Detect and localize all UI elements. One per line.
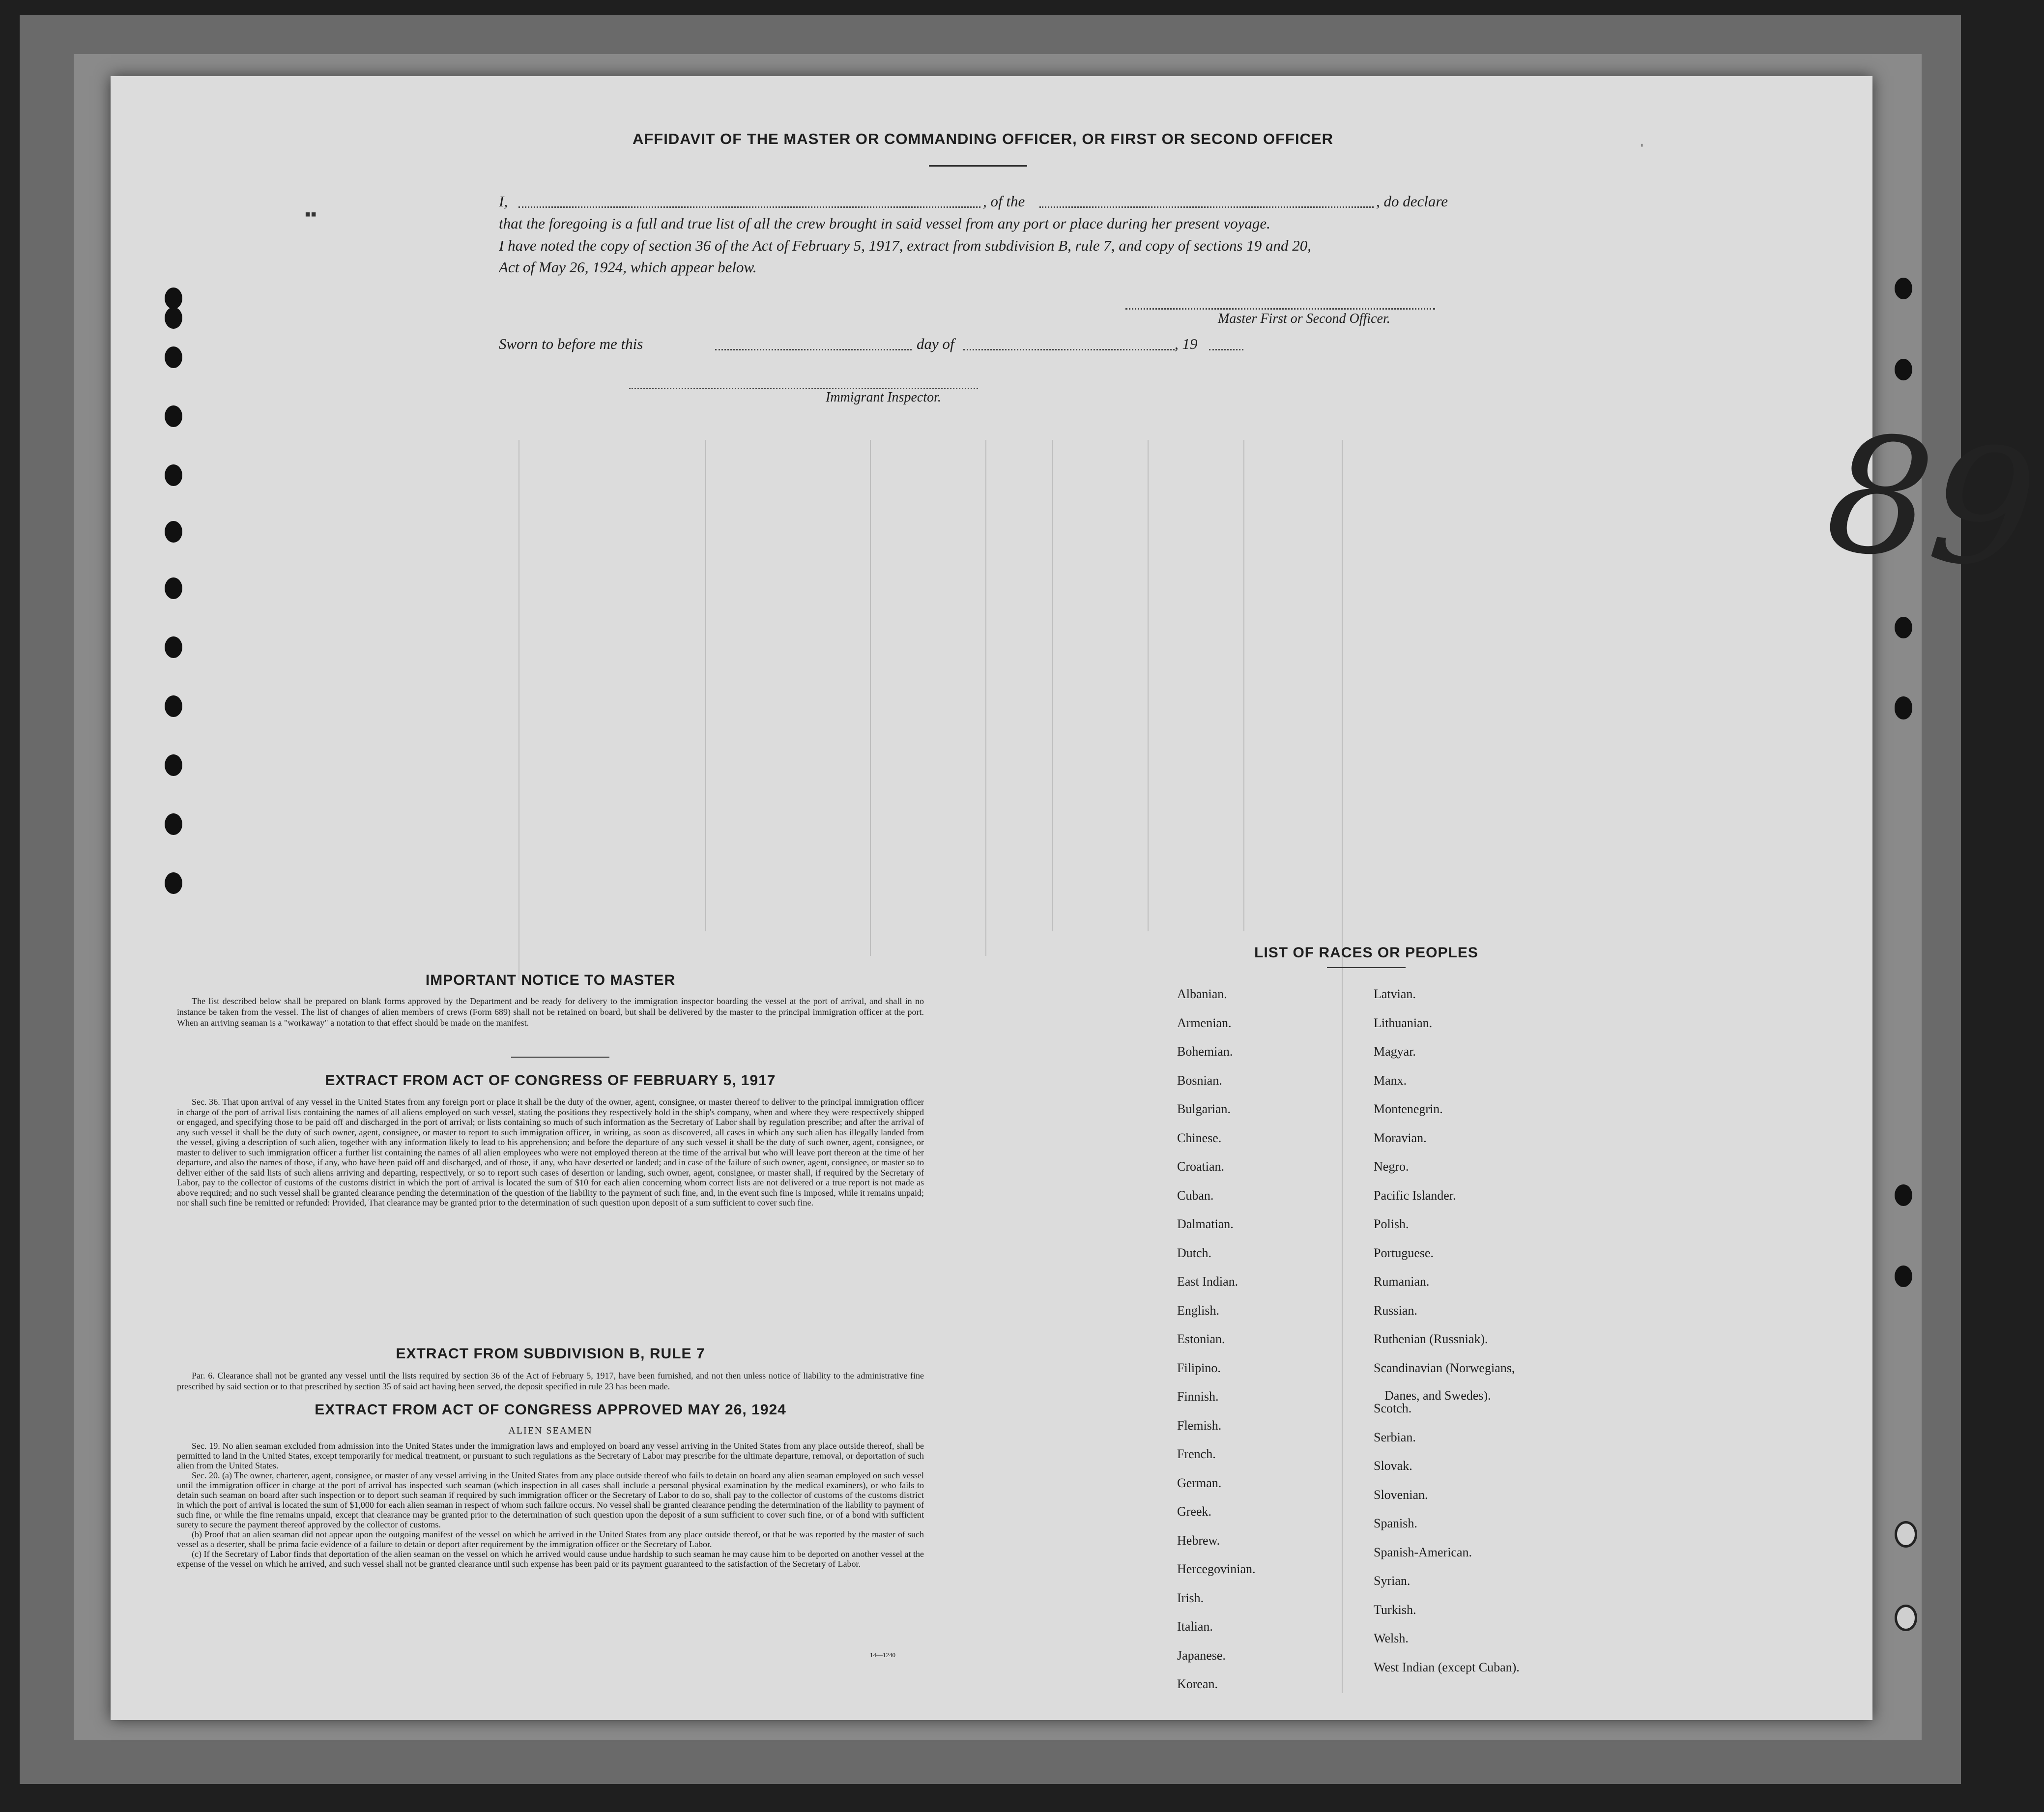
- blank-day-field[interactable]: [715, 349, 912, 350]
- race-item: Hercegovinian.: [1177, 1562, 1256, 1576]
- race-item: Irish.: [1177, 1591, 1204, 1605]
- race-item: Russian.: [1374, 1303, 1417, 1318]
- race-item: West Indian (except Cuban).: [1374, 1660, 1520, 1674]
- race-item: Lithuanian.: [1374, 1016, 1433, 1030]
- subdivision-paragraph: Par. 6. Clearance shall not be granted any vessel until the lists required by section 36 of the Act of February 5, 1917, have been furnished, and not then unless notice of liability to the administrative fine prescribed by said section or to that prescribed by section 35 of said act having been served, the deposit specified in rule 23 has been made.: [177, 1371, 924, 1391]
- notice-paragraph: The list described below shall be prepared on blank forms approved by the Department and be ready for delivery to the immigration inspector boarding the vessel at the port of arrival, and shall in no instance be taken from the vessel. The list of changes of alien members of crews (Form 689) shall not be retained on board, but shall be delivered by the master to the principal immigration officer at the port. When an arriving seaman is a "workaway" a notation to that effect should be made on the manifest.: [177, 996, 924, 1028]
- affidavit-title: AFFIDAVIT OF THE MASTER OR COMMANDING OFFICER, OR FIRST OR SECOND OFFICER: [632, 130, 1334, 147]
- race-item: Turkish.: [1374, 1603, 1416, 1617]
- extract-1917-paragraph: Sec. 36. That upon arrival of any vessel in the United States from any foreign port or place it shall be the duty of the owner, agent, consignee, or master thereof to deliver to the principal immigration officer in charge of the port of arrival lists containing the names of all aliens employed on such vessel, stating the positions they respectively hold in the ship's company, when and where they were respectively shipped or engaged, and specifying those to be paid off and discharged in the port of arrival; or lists containing so much of such information as the Secretary of Labor shall by regulation prescribe; and after the arrival of any such vessel it shall be the duty of such owner, agent, consignee, or master to report to such immigration officer, in writing, as soon as discovered, all cases in which any such alien has illegally landed from the vessel, giving a description of such alien, together with any information likely to lead to his apprehension; and before the departure of any such vessel it shall be the duty of such owner, agent, consignee, or master to deliver to such immigration officer a further list containing the names of all alien employees who were not employed thereon at the time of the arrival but who will leave port thereon at the time of her departure, and also the names of those, if any, who have been paid off and discharged, and of those, if any, who have deserted or landed; and in case of the failure of such owner, agent, consignee, or master so to deliver either of the said lists of such aliens arriving and departing, respectively, or so to report such cases of desertion or landing, such owner, agent, consignee, or master shall, if required by the Secretary of Labor, pay to the collector of customs of the customs district in which the port of arrival is located the sum of $10 for each alien concerning whom correct lists are not delivered or a true report is not made as above required; and no such vessel shall be granted clearance pending the determination of the question of the liability to the payment of such fine, and, in the event such fine is imposed, while it remains unpaid; nor shall such fine be remitted or refunded: Provided, That clearance may be granted prior to the determination of such question upon deposit of a sum sufficient to cover such fine.: [177, 1097, 924, 1208]
- race-item: English.: [1177, 1303, 1219, 1318]
- blank-year-field[interactable]: [1209, 349, 1243, 350]
- race-item: East Indian.: [1177, 1274, 1238, 1289]
- punch-hole: [165, 405, 182, 427]
- section-20c-paragraph: (c) If the Secretary of Labor finds that deportation of the alien seaman on the vessel on which he arrived would cause undue hardship to such seaman he may cause him to be deported on another vessel at the expense of the vessel on which he arrived, and such vessel shall not be granted clearance until such expense has been paid or its payment guaranteed to the satisfaction of the Secretary of Labor.: [177, 1549, 924, 1569]
- column-rule: [1148, 440, 1149, 931]
- punch-hole: [165, 695, 182, 717]
- race-item: Slovak.: [1374, 1459, 1412, 1473]
- punch-hole: [165, 813, 182, 835]
- race-item: Latvian.: [1374, 987, 1416, 1001]
- race-item: Cuban.: [1177, 1188, 1214, 1203]
- column-rule: [705, 440, 706, 931]
- affidavit-text: Act of May 26, 1924, which appear below.: [499, 259, 757, 276]
- section-19-paragraph: Sec. 19. No alien seaman excluded from admission into the United States under the immigration laws and employed on board any vessel arriving in the United States from any place outside thereof, shall be permitted to land in the United States, except temporarily for medical treatment, or pursuant to such regulations as the Secretary of Labor may prescribe for the ultimate departure, removal, or deportation of such alien from the United States.: [177, 1441, 924, 1470]
- form-number: 14—1240: [870, 1651, 895, 1659]
- race-item: Manx.: [1374, 1073, 1407, 1088]
- ink-mark: ˈ: [1639, 141, 1645, 160]
- sworn-text: , 19: [1175, 335, 1198, 352]
- extract-1924-title: EXTRACT FROM ACT OF CONGRESS APPROVED MAY 26, 1924: [315, 1402, 786, 1418]
- section-20b-paragraph: (b) Proof that an alien seaman did not appear upon the outgoing manifest of the vessel on which he arrived in the United States from any place outside thereof, or that he was reported by the master of such vessel as a deserter, shall be prima facie evidence of a failure to detain or deport after requirement by the immigration officer or the Secretary of Labor.: [177, 1529, 924, 1549]
- blank-vessel-field[interactable]: [1039, 206, 1374, 208]
- race-item: Bohemian.: [1177, 1044, 1233, 1059]
- race-item: Negro.: [1374, 1159, 1409, 1174]
- column-rule: [1243, 440, 1244, 931]
- race-item: Pacific Islander.: [1374, 1188, 1456, 1203]
- race-item: Ruthenian (Russniak).: [1374, 1332, 1488, 1346]
- alien-seamen-subtitle: ALIEN SEAMEN: [508, 1425, 593, 1436]
- punch-hole: [1895, 1266, 1912, 1287]
- race-item: Scotch.: [1374, 1401, 1412, 1415]
- punch-hole: [1895, 617, 1912, 638]
- notice-text: [177, 996, 924, 1028]
- race-item: German.: [1177, 1476, 1222, 1490]
- race-item: Spanish.: [1374, 1516, 1417, 1530]
- races-title: LIST OF RACES OR PEOPLES: [1254, 945, 1478, 961]
- race-item: Welsh.: [1374, 1631, 1409, 1645]
- sworn-text: day of: [917, 335, 954, 352]
- race-item: French.: [1177, 1447, 1216, 1461]
- race-item: Syrian.: [1374, 1574, 1411, 1588]
- punch-hole: [1895, 278, 1912, 299]
- race-item: Bulgarian.: [1177, 1102, 1231, 1116]
- sworn-text: Sworn to before me this: [499, 335, 643, 352]
- handwritten-number: 89: [1819, 398, 2044, 607]
- master-signature-label: Master First or Second Officer.: [1218, 311, 1390, 326]
- race-item: Montenegrin.: [1374, 1102, 1443, 1116]
- inspector-signature-field[interactable]: [629, 388, 978, 389]
- column-rule: [985, 440, 986, 956]
- punch-hole: [165, 636, 182, 658]
- punch-hole: [165, 754, 182, 776]
- extract-1917-text: [177, 1097, 924, 1208]
- column-rule: [518, 440, 519, 980]
- race-item: Bosnian.: [1177, 1073, 1222, 1088]
- race-item: Italian.: [1177, 1619, 1213, 1634]
- subdivision-title: EXTRACT FROM SUBDIVISION B, RULE 7: [396, 1346, 705, 1362]
- race-item: Slovenian.: [1374, 1488, 1428, 1502]
- punch-hole: [165, 577, 182, 599]
- race-item: Portuguese.: [1374, 1246, 1434, 1260]
- race-item: Estonian.: [1177, 1332, 1225, 1346]
- sworn-line: [499, 335, 1198, 353]
- race-item: Finnish.: [1177, 1389, 1219, 1404]
- race-item: Dalmatian.: [1177, 1217, 1234, 1231]
- race-item: Serbian.: [1374, 1430, 1416, 1444]
- title-underline: [929, 165, 1027, 167]
- race-item: Scandinavian (Norwegians,: [1374, 1361, 1515, 1375]
- race-item: Korean.: [1177, 1677, 1218, 1691]
- punch-hole: [1895, 359, 1912, 380]
- punch-hole: [165, 307, 182, 329]
- affidavit-text: I,: [499, 193, 508, 210]
- extract-1917-title: EXTRACT FROM ACT OF CONGRESS OF FEBRUARY 5, 1917: [325, 1072, 776, 1089]
- race-item: Magyar.: [1374, 1044, 1416, 1059]
- race-item: Danes, and Swedes).: [1384, 1388, 1491, 1403]
- affidavit-text: , of the: [983, 193, 1025, 210]
- column-rule: [1052, 440, 1053, 931]
- race-item: Croatian.: [1177, 1159, 1225, 1174]
- punch-hole: [1895, 1521, 1917, 1548]
- section-divider: [511, 1057, 609, 1058]
- races-title-underline: [1327, 967, 1406, 968]
- punch-hole: [1895, 696, 1912, 718]
- subdivision-text: [177, 1370, 924, 1392]
- race-item: Polish.: [1374, 1217, 1409, 1231]
- race-item: Hebrew.: [1177, 1533, 1220, 1548]
- ink-mark: ▪▪: [305, 205, 317, 224]
- race-item: Armenian.: [1177, 1016, 1232, 1030]
- extract-1924-text: [177, 1441, 924, 1569]
- punch-hole: [165, 872, 182, 894]
- master-signature-field[interactable]: [1125, 308, 1435, 310]
- punch-hole: [165, 464, 182, 486]
- inspector-signature-label: Immigrant Inspector.: [826, 390, 941, 405]
- affidavit-text: that the foregoing is a full and true list of all the crew brought in said vessel from any port or place during her present voyage.: [499, 215, 1270, 232]
- race-item: Japanese.: [1177, 1648, 1226, 1663]
- column-rule: [870, 440, 871, 956]
- race-item: Rumanian.: [1374, 1274, 1430, 1289]
- affidavit-text: I have noted the copy of section 36 of the Act of February 5, 1917, extract from subdivision B, rule 7, and copy of sections 19 and 20,: [499, 237, 1312, 254]
- punch-hole: [165, 288, 182, 309]
- punch-hole: [165, 521, 182, 543]
- punch-hole: [1895, 1184, 1912, 1206]
- section-20a-paragraph: Sec. 20. (a) The owner, charterer, agent, consignee, or master of any vessel arriving in the United States from any place outside thereof who fails to detain on board any alien seaman employed on such vessel until the immigration officer in charge at the port of arrival has inspected such seaman (which inspection in all cases shall include a personal physical examination by the medical examiners), or who fails to detain such seaman on board after such inspection or to deport such seaman if required by such immigration officer or the Secretary of Labor to do so, shall pay to the collector of customs of the customs district in which the port of arrival is located the sum of $1,000 for each alien seaman in respect of whom such failure occurs. No vessel shall be granted clearance pending the determination of the liability to payment of such fine, or while the fine remains unpaid, except that clearance may be granted prior to the determination of such question upon the deposit of a sum sufficient to cover such fine, or of a bond with sufficient surety to secure the payment thereof approved by the collector of customs.: [177, 1470, 924, 1529]
- race-item: Albanian.: [1177, 987, 1227, 1001]
- race-item: Flemish.: [1177, 1418, 1222, 1433]
- column-rule: [1342, 440, 1343, 1693]
- blank-name-field[interactable]: [518, 206, 980, 208]
- notice-title: IMPORTANT NOTICE TO MASTER: [425, 972, 676, 988]
- race-item: Spanish-American.: [1374, 1545, 1472, 1559]
- race-item: Moravian.: [1374, 1131, 1427, 1145]
- affidavit-text: , do declare: [1376, 193, 1448, 210]
- punch-hole: [165, 346, 182, 368]
- punch-hole: [1895, 1605, 1917, 1631]
- affidavit-declaration-line: [499, 193, 1452, 210]
- race-item: Chinese.: [1177, 1131, 1222, 1145]
- blank-month-field[interactable]: [963, 349, 1175, 350]
- race-item: Greek.: [1177, 1504, 1212, 1519]
- race-item: Filipino.: [1177, 1361, 1221, 1375]
- race-item: Dutch.: [1177, 1246, 1212, 1260]
